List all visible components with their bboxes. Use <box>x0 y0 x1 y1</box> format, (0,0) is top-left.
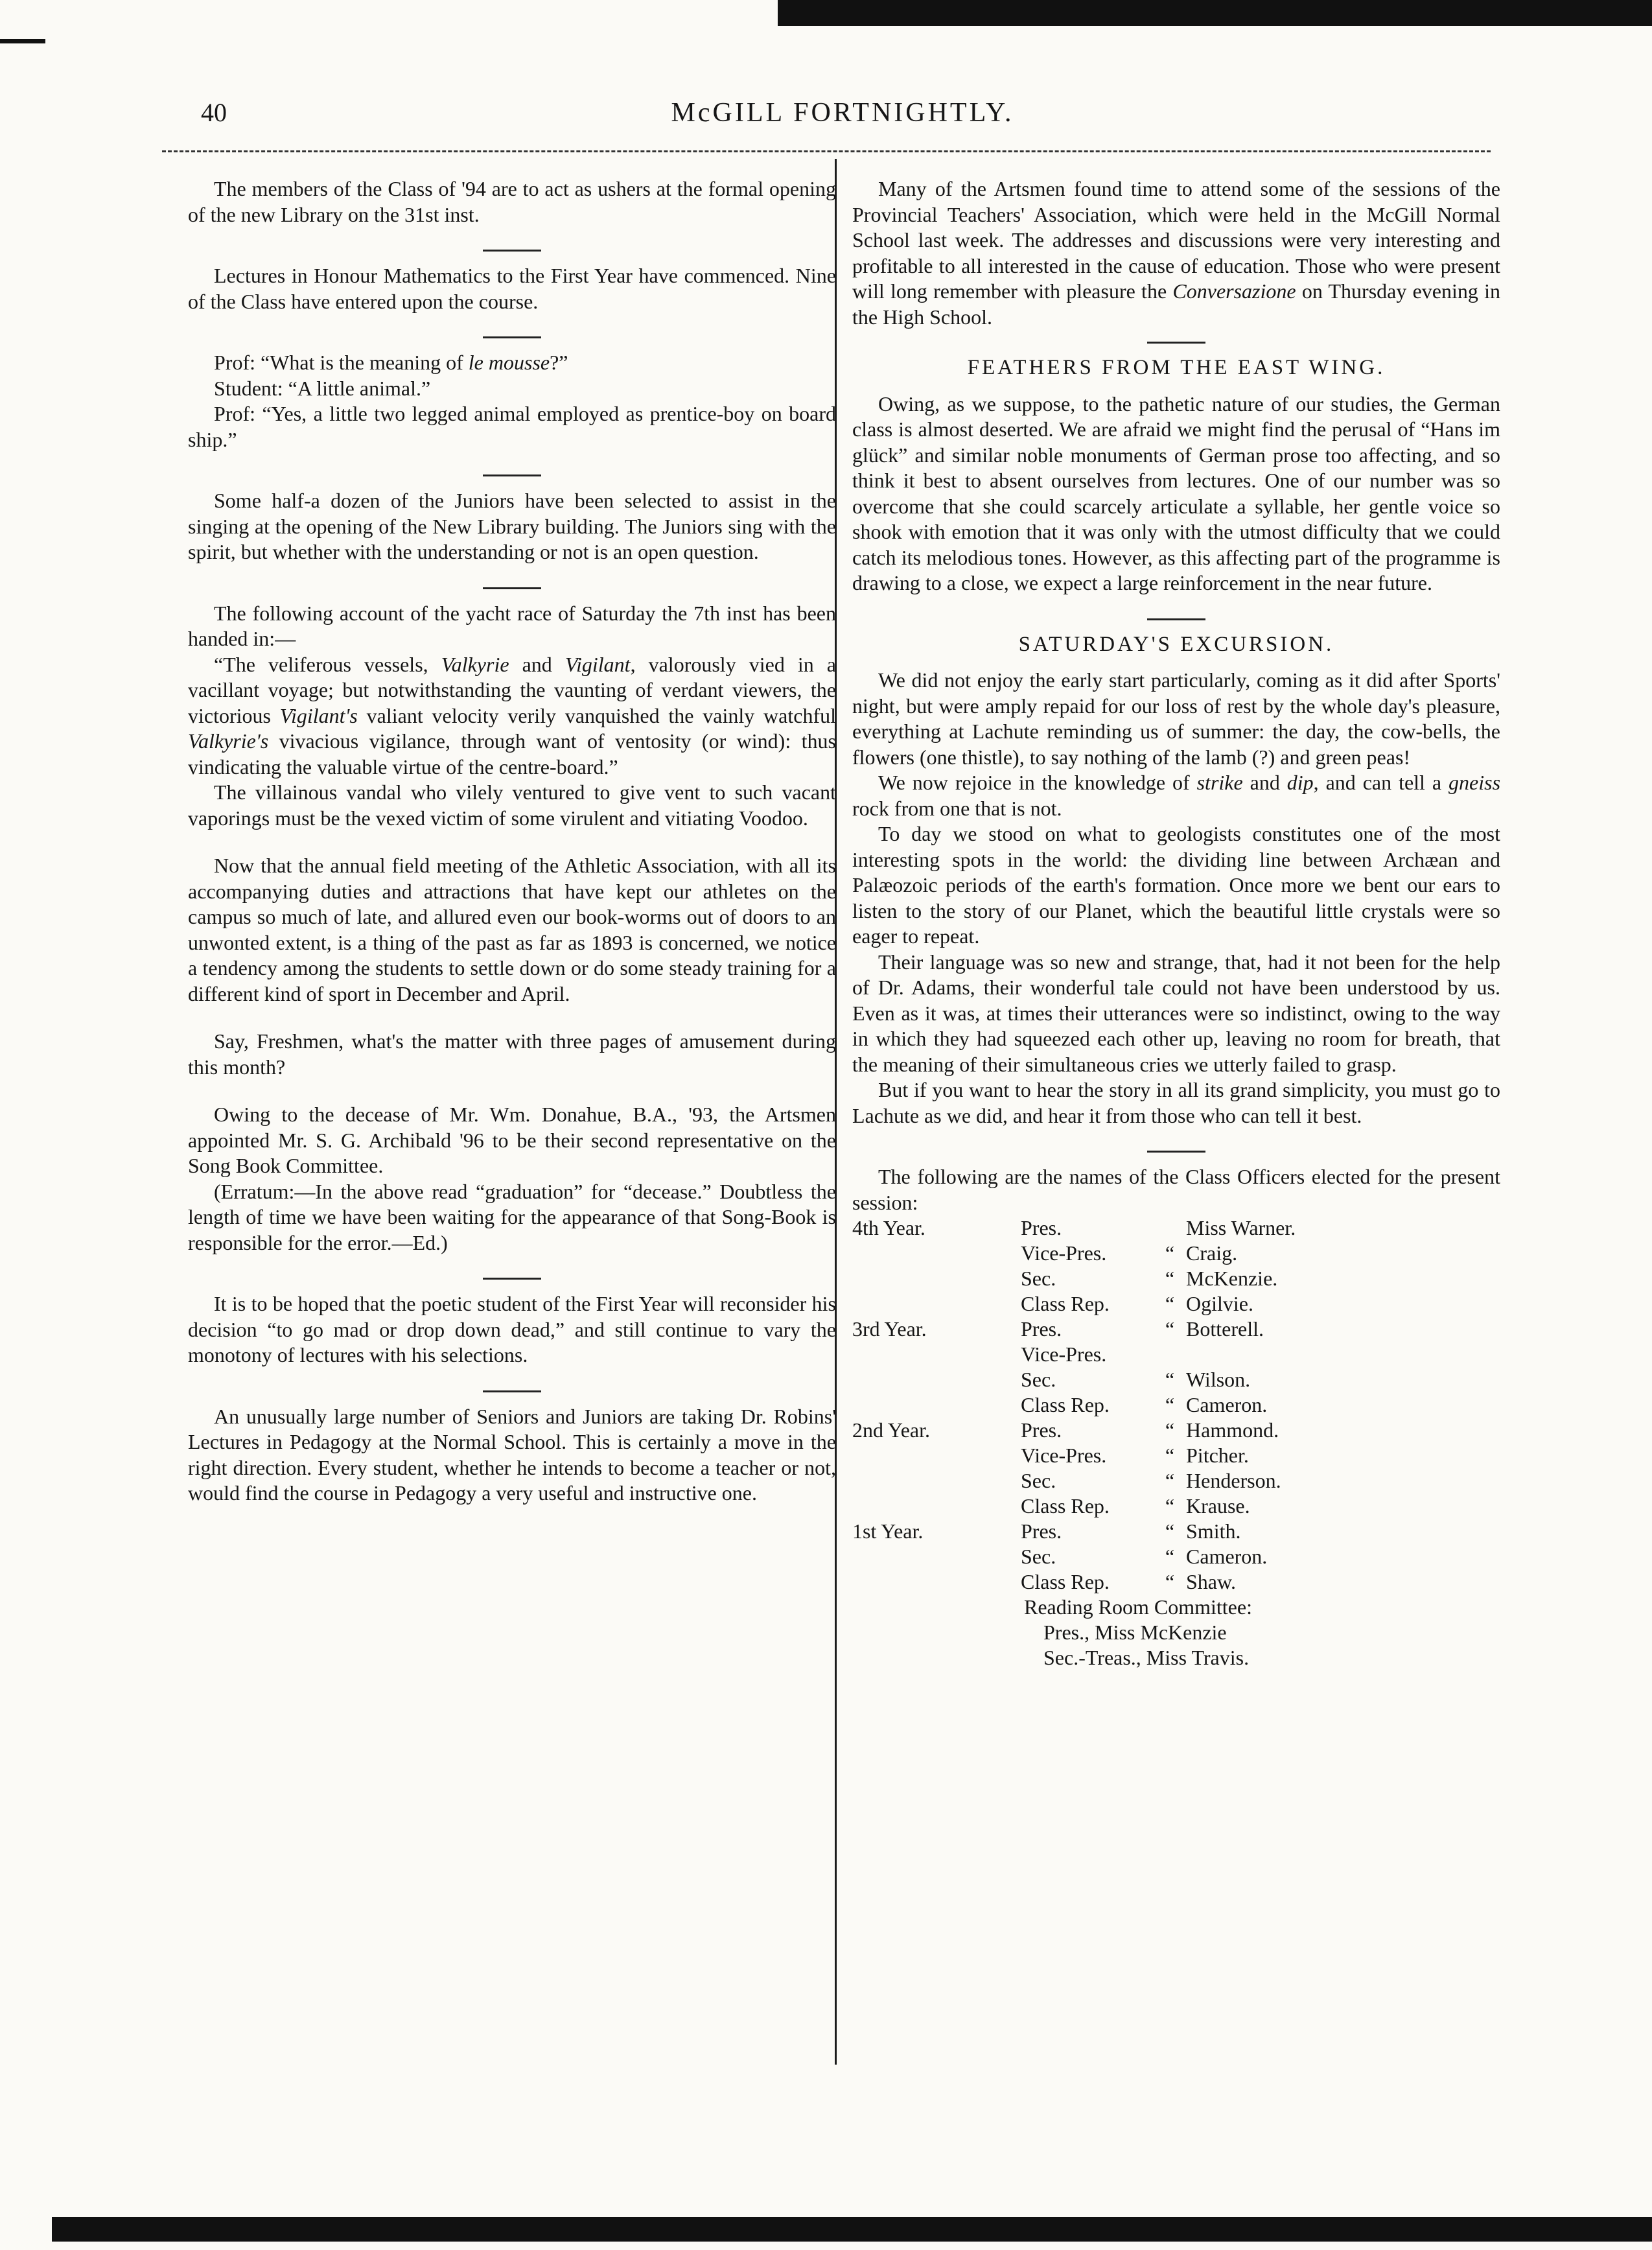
teachers-association-paragraph <box>852 176 1500 330</box>
ditto-mark: “ <box>1165 1267 1175 1290</box>
class-officers-table <box>852 1215 1500 1595</box>
officer-name: Shaw. <box>1186 1570 1237 1593</box>
officer-year <box>852 1544 1021 1569</box>
officer-role: Class Rep. <box>1021 1570 1110 1593</box>
yacht-name: Vigilant's <box>279 703 358 727</box>
ditto-mark: “ <box>1165 1469 1175 1492</box>
yacht-text: and <box>509 652 565 676</box>
officer-year <box>852 1392 1021 1418</box>
officer-row <box>852 1544 1500 1569</box>
excursion-paragraph-5: But if you want to hear the story in all its grand simplicity, you must go to Lachute as we did, and hear it from those who can tell it best. <box>852 1078 1500 1127</box>
officer-row <box>852 1215 1500 1241</box>
yacht-name: Valkyrie <box>441 652 509 676</box>
song-book-paragraph: Owing to the decease of Mr. Wm. Donahue, B.A., '93, the Artsmen appointed Mr. S. G. Archibald '96 to be their second representative on the Song Book Committee. <box>188 1103 836 1177</box>
committee-title: Reading Room Committee: <box>1024 1595 1252 1619</box>
ditto-mark <box>1154 1342 1186 1367</box>
officer-name: Hammond. <box>1186 1418 1279 1442</box>
ditto-mark: “ <box>1165 1368 1175 1391</box>
poetic-student-paragraph: It is to be hoped that the poetic student of the First Year will reconsider his decision “to go mad or drop down dead,” and still continue to vary the monotony of lectures with his selections. <box>188 1292 836 1366</box>
ditto-mark: “ <box>1165 1519 1175 1543</box>
paragraph-italic: gneiss <box>1448 771 1501 794</box>
separator-rule <box>483 336 541 338</box>
officer-name: Henderson. <box>1186 1469 1281 1492</box>
officer-row <box>852 1569 1500 1595</box>
ditto-mark: “ <box>1165 1393 1175 1416</box>
pedagogy-paragraph: An unusually large number of Seniors and Juniors are taking Dr. Robins' Lectures in Pedagogy at the Normal School. This is certainly a move in the right direction. Every student, whether he intends to become a teacher or not, would find the course in Pedagogy a very useful and instructive one. <box>188 1404 836 1505</box>
paragraph-text: , and can tell a <box>1313 771 1449 794</box>
paragraph-text: on Thursday evening in the High School. <box>852 279 1501 329</box>
officer-row <box>852 1418 1500 1443</box>
officer-role: Class Rep. <box>1021 1393 1110 1416</box>
officer-role: Sec. <box>1021 1267 1056 1290</box>
officer-row <box>852 1519 1500 1544</box>
officer-role: Pres. <box>1021 1519 1062 1543</box>
excursion-paragraph-4: Their language was so new and strange, that, had it not been for the help of Dr. Adams, their wonderful tale could not have been understood by us. Even as it was, at times their utterances were so indistinct, owing to the way in which they had squeezed each other up, leaving no room for breath, that the meaning of their simultaneous cries we utterly failed to grasp. <box>852 950 1500 1076</box>
officer-name: Cameron. <box>1186 1545 1268 1568</box>
officer-row <box>852 1317 1500 1342</box>
yacht-race-intro: The following account of the yacht race of Saturday the 7th inst has been handed in:— <box>188 601 836 650</box>
section-title-east-wing: FEATHERS FROM THE EAST WING. <box>967 356 1386 379</box>
yacht-name: Valkyrie's <box>188 729 269 753</box>
ditto-mark: “ <box>1165 1418 1175 1442</box>
officer-name <box>1186 1342 1500 1367</box>
separator-rule <box>483 1278 541 1280</box>
committee-president: Pres., Miss McKenzie <box>1043 1621 1227 1644</box>
officer-year: 1st Year. <box>852 1519 924 1543</box>
officer-role: Sec. <box>1021 1368 1056 1391</box>
officer-name: Cameron. <box>1186 1393 1268 1416</box>
right-column <box>852 176 1500 1670</box>
dialogue-text: ?” <box>550 351 568 374</box>
ditto-mark: “ <box>1165 1292 1175 1315</box>
officer-row <box>852 1266 1500 1291</box>
officer-row <box>852 1443 1500 1468</box>
officer-name: Smith. <box>1186 1519 1241 1543</box>
officer-year <box>852 1367 1021 1392</box>
excursion-paragraph-2 <box>852 770 1500 821</box>
separator-rule <box>1147 1151 1205 1153</box>
officer-role: Vice-Pres. <box>1021 1241 1107 1265</box>
erratum-paragraph: (Erratum:—In the above read “graduation” for “decease.” Doubtless the length of time we have been waiting for the appearance of that Song-Book is responsible for the error.—Ed.) <box>188 1179 836 1254</box>
dialogue-line-prof-answer: Prof: “Yes, a little two legged animal employed as prentice-boy on board ship.” <box>188 402 836 451</box>
officer-row <box>852 1367 1500 1392</box>
yacht-text: , valorously vied in a vacillant voyage; but notwithstanding the vaunting of verdant viewers, the victorious <box>188 652 837 727</box>
officer-row <box>852 1494 1500 1519</box>
yacht-text: “The veliferous vessels, <box>214 652 441 676</box>
ditto-mark <box>1154 1215 1186 1241</box>
header-rule <box>162 150 1491 152</box>
officer-row <box>852 1392 1500 1418</box>
officer-role: Class Rep. <box>1021 1292 1110 1315</box>
officers-intro: The following are the names of the Class Officers elected for the present session: <box>852 1165 1500 1214</box>
committee-secretary: Sec.-Treas., Miss Travis. <box>1043 1646 1250 1669</box>
officer-name: Ogilvie. <box>1186 1292 1253 1315</box>
officer-role: Class Rep. <box>1021 1494 1110 1518</box>
officer-year <box>852 1468 1021 1494</box>
officer-name: Wilson. <box>1186 1368 1251 1391</box>
officer-year <box>852 1241 1021 1266</box>
ditto-mark: “ <box>1165 1444 1175 1467</box>
paragraph-text: We now rejoice in the knowledge of <box>878 771 1197 794</box>
scan-edge-top <box>778 0 1652 26</box>
officer-row <box>852 1342 1500 1367</box>
ditto-mark: “ <box>1165 1570 1175 1593</box>
officer-year <box>852 1342 1021 1367</box>
officer-year <box>852 1291 1021 1317</box>
dialogue-line-prof <box>188 350 836 376</box>
officer-role: Vice-Pres. <box>1021 1444 1107 1467</box>
mathematics-paragraph: Lectures in Honour Mathematics to the First Year have commenced. Nine of the Class have entered upon the course. <box>188 264 836 313</box>
separator-rule <box>483 1390 541 1392</box>
ditto-mark: “ <box>1165 1317 1175 1341</box>
section-title-excursion: SATURDAY'S EXCURSION. <box>1018 632 1334 656</box>
officer-year <box>852 1266 1021 1291</box>
ditto-mark: “ <box>1165 1545 1175 1568</box>
separator-rule <box>483 475 541 476</box>
paragraph-italic: dip <box>1286 771 1314 794</box>
officer-role: Sec. <box>1021 1469 1056 1492</box>
officer-row <box>852 1468 1500 1494</box>
dialogue-block <box>188 350 836 452</box>
dialogue-line-student: Student: “A little animal.” <box>214 376 431 400</box>
officer-name: Botterell. <box>1186 1317 1264 1341</box>
german-class-paragraph: Owing, as we suppose, to the pathetic nature of our studies, the German class is almost deserted. We are afraid we might find the perusal of “Hans im glück” and similar noble monuments of German prose too affecting, and so think it best to absent ourselves from lectures. One of our number was so overcome that she could scarcely articulate a syllable, her gentle voice so shook with emotion that it was only with the utmost difficulty that we could catch its melodious tones. However, as this affecting part of the programme is drawing to a close, we expect a large reinforcement in the near future. <box>852 392 1500 594</box>
officer-row <box>852 1241 1500 1266</box>
paragraph-italic: strike <box>1196 771 1243 794</box>
officer-year <box>852 1443 1021 1468</box>
separator-rule <box>1147 342 1205 344</box>
freshmen-paragraph: Say, Freshmen, what's the matter with three pages of amusement during this month? <box>188 1029 836 1079</box>
officer-role: Sec. <box>1021 1545 1056 1568</box>
scan-edge-bottom <box>52 2217 1652 2242</box>
officer-year <box>852 1494 1021 1519</box>
officer-role: Vice-Pres. <box>1021 1342 1107 1366</box>
separator-rule <box>483 250 541 252</box>
scan-mark-left <box>0 39 45 43</box>
yacht-race-account <box>188 652 836 780</box>
officer-name: McKenzie. <box>1186 1267 1278 1290</box>
officer-year: 3rd Year. <box>852 1317 927 1341</box>
officer-name: Craig. <box>1186 1241 1238 1265</box>
vandal-paragraph: The villainous vandal who vilely ventured to give vent to such vacant vaporings must be the vexed victim of some virulent and vitiating Voodoo. <box>188 780 836 830</box>
officer-role: Pres. <box>1021 1216 1062 1239</box>
ditto-mark: “ <box>1165 1494 1175 1518</box>
yacht-text: valiant velocity verily vanquished the vainly watchful <box>357 703 837 727</box>
officer-year <box>852 1569 1021 1595</box>
athletic-paragraph: Now that the annual field meeting of the Athletic Association, with all its accompanying duties and attractions that have kept our athletes on the campus so much of late, and allured even our book-worms out of doors to an unwonted extent, is a thing of the past as far as 1893 is concerned, we notice a tendency among the students to settle down or do some steady training for a different kind of sport in December and April. <box>188 854 836 1005</box>
ushers-paragraph: The members of the Class of '94 are to act as ushers at the formal opening of the new Library on the 31st inst. <box>188 177 836 226</box>
officer-name: Pitcher. <box>1186 1444 1249 1467</box>
separator-rule <box>483 587 541 589</box>
paragraph-text: Many of the Artsmen found time to attend some of the sessions of the Provincial Teachers' Association, which were held in the McGill Normal School last week. The addresses and discussions were very interesting and profitable to all interested in the cause of education. Those who were present will long remember with pleasure the <box>852 177 1500 303</box>
officer-year: 4th Year. <box>852 1216 925 1239</box>
page-number: 40 <box>201 98 227 127</box>
officer-role: Pres. <box>1021 1317 1062 1341</box>
yacht-text: vivacious vigilance, through want of ventosity (or wind): thus vindicating the valuable virtue of the centre-board.” <box>188 729 836 779</box>
officer-year: 2nd Year. <box>852 1418 931 1442</box>
dialogue-text: Prof: “What is the meaning of <box>214 351 469 374</box>
page-header <box>201 97 1484 143</box>
excursion-paragraph-3: To day we stood on what to geologists constitutes one of the most interesting spots in the world: the dividing line between Archæan and Palæozoic periods of the earth's formation. Once more we bent our ears to listen to the story of our Planet, which the beautiful little crystals were so eager to repeat. <box>852 822 1500 948</box>
yacht-name: Vigilant <box>564 652 631 676</box>
officer-name: Krause. <box>1186 1494 1250 1518</box>
separator-rule <box>1147 618 1205 620</box>
juniors-singing-paragraph: Some half-a dozen of the Juniors have been selected to assist in the singing at the opening of the New Library building. The Juniors sing with the spirit, but whether with the understanding or not is an open question. <box>188 489 836 563</box>
dialogue-italic: le mousse <box>468 351 550 374</box>
paragraph-text: rock from one that is not. <box>852 796 1062 820</box>
left-column <box>188 176 836 1529</box>
officer-role: Pres. <box>1021 1418 1062 1442</box>
paragraph-italic: Conversazione <box>1172 279 1296 303</box>
officer-row <box>852 1291 1500 1317</box>
ditto-mark: “ <box>1165 1241 1175 1265</box>
running-title: McGILL FORTNIGHTLY. <box>671 98 1014 128</box>
reading-room-committee <box>852 1595 1500 1670</box>
paragraph-text: and <box>1242 771 1287 794</box>
officer-name: Miss Warner. <box>1186 1216 1296 1239</box>
excursion-paragraph-1: We did not enjoy the early start particularly, coming as it did after Sports' night, but were amply repaid for our loss of rest by the whole day's pleasure, everything at Lachute reminding us of summer: the day, the cow-bells, the flowers (one thistle), to say nothing of the lamb (?) and green peas! <box>852 668 1500 769</box>
